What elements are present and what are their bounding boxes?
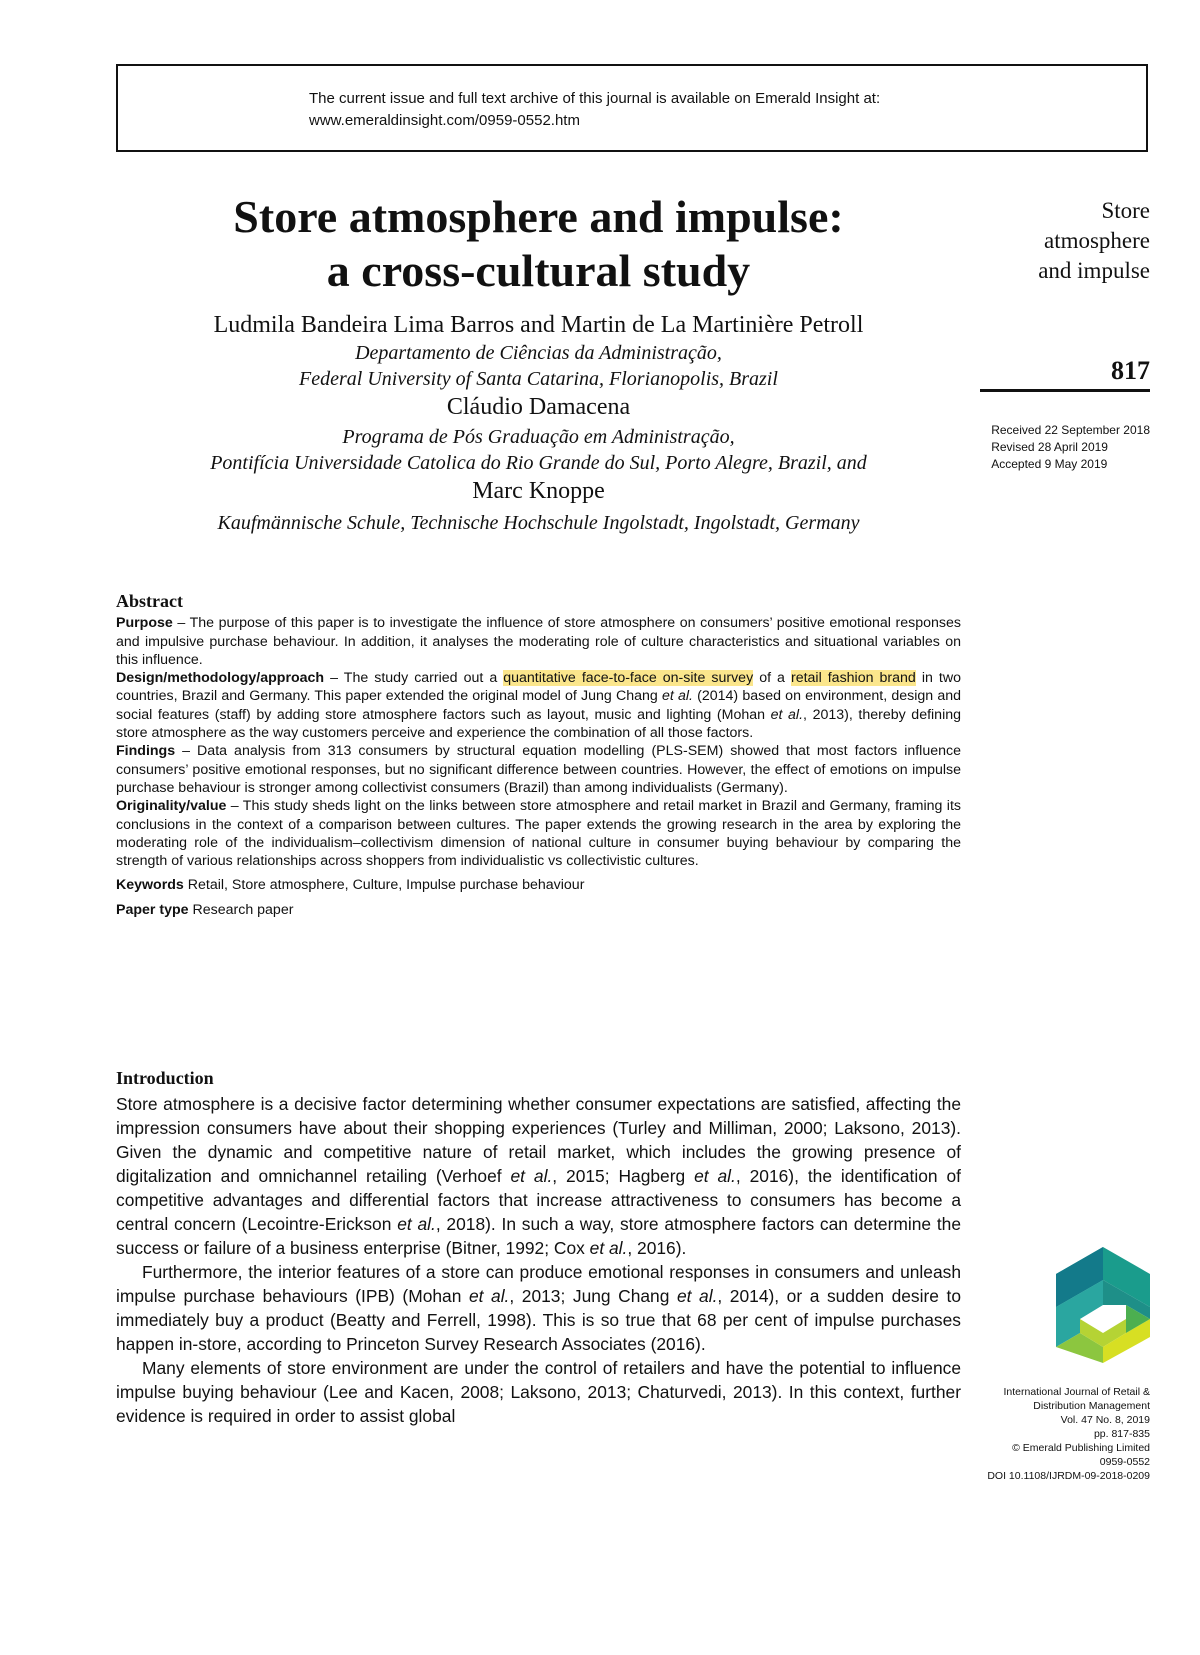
design-text: (2014) based on environment, design and social features (staff) by adding store atmosphere factors such as layout, music and lighting (Mohan <box>116 688 961 723</box>
running-head-line: atmosphere <box>1043 228 1150 253</box>
journal-volume: Vol. 47 No. 8, 2019 <box>1060 1414 1150 1426</box>
body-text: , 2013; Jung Chang <box>509 1286 677 1306</box>
design-text: of a <box>753 670 791 687</box>
abstract-purpose <box>116 614 961 669</box>
highlighted-text[interactable]: quantitative face-to-face on-site survey <box>503 670 754 687</box>
title-line: Store atmosphere and impulse: <box>233 191 844 242</box>
affiliation-2 <box>116 424 961 476</box>
journal-name-line: International Journal of Retail & <box>1003 1386 1150 1398</box>
intro-paragraph-1 <box>116 1092 961 1260</box>
abstract-design <box>116 669 961 742</box>
page-rule-divider <box>980 389 1150 392</box>
originality-label: Originality/value <box>116 798 227 815</box>
body-text: , 2016). <box>627 1238 687 1258</box>
et-al: et al. <box>694 1166 736 1186</box>
affiliation-3: Kaufmännische Schule, Technische Hochschule Ingolstadt, Ingolstadt, Germany <box>217 512 860 534</box>
et-al: et al. <box>397 1214 436 1234</box>
design-text: in two countries, Brazil and Germany. This paper extended the original model of Jung Chang <box>116 670 961 705</box>
body-text: Furthermore, the interior features of a store can produce emotional responses in consumers and unleash impulse purchase behaviours (IPB) (Mohan <box>116 1262 961 1306</box>
highlighted-text[interactable]: retail fashion brand <box>790 670 916 687</box>
journal-pages: pp. 817-835 <box>1093 1428 1150 1440</box>
et-al: et al. <box>589 1238 628 1258</box>
intro-paragraph-3: Many elements of store environment are under the control of retailers and have the potential to influence impulse buying behaviour (Lee and Kacen, 2008; Laksono, 2013; Chaturvedi, 2013). In this context, further evidence is required in order to assist global <box>116 1358 961 1426</box>
design-label: Design/methodology/approach <box>116 670 325 687</box>
emerald-publisher-logo <box>1056 1247 1150 1363</box>
affiliation-line: Pontifícia Universidade Catolica do Rio Grande do Sul, Porto Alegre, Brazil, and <box>210 452 867 474</box>
running-head-line: and impulse <box>1038 258 1150 283</box>
accepted-date: Accepted 9 May 2019 <box>991 457 1108 471</box>
purpose-label: Purpose <box>116 615 173 632</box>
keywords-label: Keywords <box>116 877 184 894</box>
paper-type <box>116 901 961 919</box>
originality-text: – This study sheds light on the links between store atmosphere and retail market in Brazil and Germany, framing its conclusions in the context of a comparison between cultures. The paper extends the growing research in the area by exploring the moderating role of the individualism–collectivism dimension of national culture in consumer buying behaviour by comparing the strength of various relationships across shoppers from individualistic vs collectivistic cultures. <box>116 798 961 870</box>
page-number: 817 <box>1111 356 1150 385</box>
body-text: , 2014), or a sudden desire to immediately buy a product (Beatty and Ferrell, 1998). This is so true that 68 per cent of impulse purchases happen in-store, according to Princeton Survey Research Associates (2016). <box>116 1286 961 1354</box>
journal-name-line: Distribution Management <box>1033 1400 1150 1412</box>
submission-dates <box>991 422 1150 473</box>
et-al: et al. <box>468 1286 510 1306</box>
design-text: – The study carried out a <box>324 670 504 687</box>
et-al: et al. <box>510 1166 553 1186</box>
journal-copyright: © Emerald Publishing Limited <box>1012 1442 1150 1454</box>
paper-title <box>116 190 961 298</box>
body-text: , 2016), the identification of competitive advantages and differential factors that increase attractiveness to consumers has become a central concern (Lecointre-Erickson <box>116 1166 962 1234</box>
banner-line-1: The current issue and full text archive of this journal is available on Emerald Insight at: <box>309 90 881 107</box>
body-text: , 2018). In such a way, store atmosphere factors can determine the success or failure of a business enterprise (Bitner, 1992; Cox <box>116 1214 962 1258</box>
running-head-line: Store <box>1101 198 1150 223</box>
author-2: Cláudio Damacena <box>446 394 631 420</box>
affiliation-line: Departamento de Ciências da Administração, <box>355 342 722 364</box>
journal-availability-banner <box>116 64 1148 152</box>
abstract-section <box>116 592 961 919</box>
intro-paragraph-2 <box>116 1260 961 1356</box>
affiliation-1 <box>116 340 961 392</box>
et-al: et al. <box>661 688 693 705</box>
et-al: et al. <box>676 1286 718 1306</box>
keywords-text: Retail, Store atmosphere, Culture, Impulse purchase behaviour <box>183 877 585 894</box>
author-3: Marc Knoppe <box>472 478 605 504</box>
abstract-originality <box>116 797 961 870</box>
paper-type-text: Research paper <box>188 901 294 918</box>
title-block <box>116 190 961 536</box>
affiliation-line: Federal University of Santa Catarina, Florianopolis, Brazil <box>299 368 778 390</box>
journal-issn: 0959-0552 <box>1099 1456 1150 1468</box>
design-text: , 2013), thereby defining store atmosphere as the way customers perceive and experience the combination of all those factors. <box>116 706 962 742</box>
revised-date: Revised 28 April 2019 <box>991 440 1108 454</box>
body-text: , 2015; Hagberg <box>552 1166 695 1186</box>
authors-group-1: Ludmila Bandeira Lima Barros and Martin de La Martinière Petroll <box>213 312 864 338</box>
keywords <box>116 876 961 894</box>
purpose-text: – The purpose of this paper is to investigate the influence of store atmosphere on consumers’ positive emotional responses and impulsive purchase behaviour. In addition, it analyses the moderating role of culture characteristics and situational variables on this influence. <box>116 615 961 668</box>
introduction-section <box>116 1066 961 1428</box>
title-line: a cross-cultural study <box>326 245 751 296</box>
abstract-findings <box>116 742 961 797</box>
introduction-heading: Introduction <box>116 1068 214 1088</box>
findings-text: – Data analysis from 313 consumers by structural equation modelling (PLS-SEM) showed that most factors influence consumers’ positive emotional responses, but no significant difference between countries. However, the effect of emotions on impulse purchase behaviour is stronger among collectivist consumers (Brazil) than among individualists (Germany). <box>116 743 961 796</box>
abstract-heading: Abstract <box>116 591 183 611</box>
sidebar-meta <box>980 196 1150 471</box>
journal-doi-link[interactable]: DOI 10.1108/IJRDM-09-2018-0209 <box>987 1470 1150 1482</box>
et-al: et al. <box>770 706 804 723</box>
paper-type-label: Paper type <box>116 901 189 918</box>
body-text: Store atmosphere is a decisive factor determining whether consumer expectations are satisfied, affecting the impression consumers have about their shopping experiences (Turley and Milliman, 2000; Laksono, 2013). Given the dynamic and competitive nature of retail market, which includes the growing presence of digitalization and omnichannel retailing (Verhoef <box>116 1094 961 1186</box>
journal-citation-info <box>987 1385 1150 1483</box>
findings-label: Findings <box>116 743 176 760</box>
affiliation-line: Programa de Pós Graduação em Administração, <box>342 426 735 448</box>
banner-url-link[interactable]: www.emeraldinsight.com/0959-0552.htm <box>309 112 580 129</box>
received-date: Received 22 September 2018 <box>991 423 1150 437</box>
